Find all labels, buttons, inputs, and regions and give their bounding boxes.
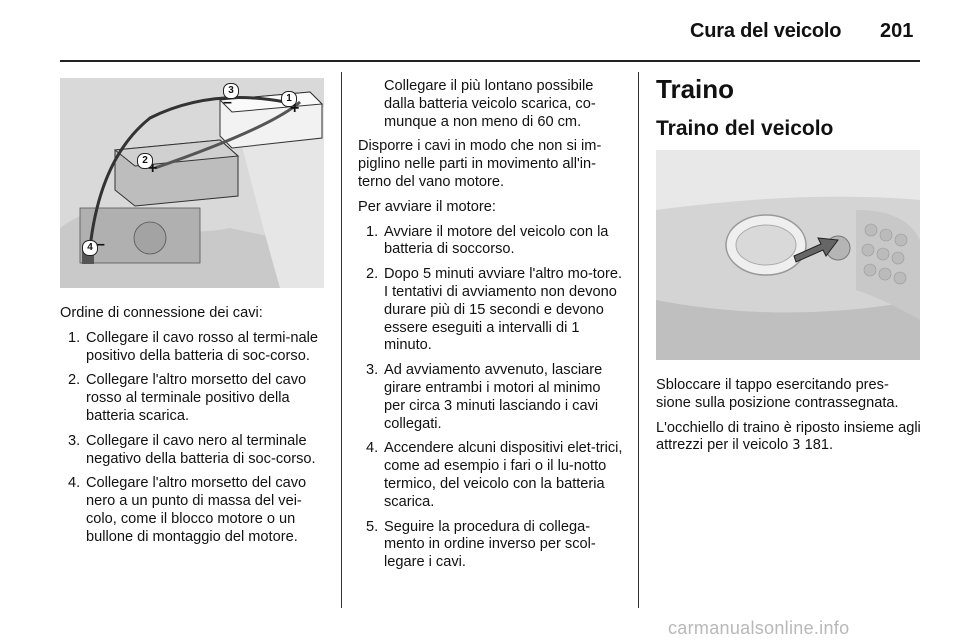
column-divider-left — [341, 72, 342, 608]
towing-eye-storage-text: L'occhiello di traino è riposto insieme agli attrezzi per il veicolo 3 181. — [656, 419, 921, 454]
list-item: 5. Seguire la procedura di collega-mento in ordine inverso per scol-legare i cavi. — [366, 518, 596, 571]
column-3 — [656, 74, 922, 142]
battery-jumpstart-svg — [60, 78, 324, 288]
figure-label-3: 3 — [223, 83, 239, 99]
minus-sign: – — [96, 236, 105, 253]
list-item: 1. Avviare il motore del veicolo con la batteria di soccorso. — [366, 223, 609, 258]
battery-jumpstart-illustration — [60, 78, 324, 288]
list-item: 1. Collegare il cavo rosso al termi-nale positivo della batteria di soc-corso. — [68, 329, 318, 364]
continuation-text: Collegare il più lontano possibile dalla batteria veicolo scarica, co-munque a non meno di 60 cm. — [384, 78, 596, 130]
column-2 — [358, 78, 625, 579]
list-item: 4. Collegare l'altro morsetto del cavo nero a un punto di massa del vei-colo, come il blocco motore o un bullone di montaggio del motore. — [68, 475, 307, 545]
minus-sign: – — [223, 94, 232, 111]
running-header-title: Cura del veicolo — [690, 20, 842, 42]
section-heading: Traino — [656, 74, 735, 104]
figure-label-1: 1 — [281, 91, 297, 107]
page-number: 201 — [880, 20, 914, 42]
list-item: 3. Collegare il cavo nero al terminale negativo della batteria di soc-corso. — [68, 432, 316, 467]
column-divider-right — [638, 72, 639, 608]
watermark: carmanualsonline.info — [668, 618, 850, 638]
plus-sign: + — [148, 160, 158, 177]
connection-intro: Ordine di connessione dei cavi: — [60, 305, 263, 321]
connection-steps — [60, 330, 330, 547]
cable-routing-text: Disporre i cavi in modo che non si im-piglino nelle parti in movimento all'in-terno del vano motore. — [358, 138, 602, 190]
header-rule — [60, 60, 920, 62]
cross-reference-icon: 3 — [792, 438, 801, 454]
start-engine-intro: Per avviare il motore: — [358, 198, 496, 215]
column-1 — [60, 305, 330, 554]
list-item: 3. Ad avviamento avvenuto, lasciare girare entrambi i motori al minimo per circa 3 minuti lasciando i cavi collegati. — [366, 362, 603, 432]
column-3-body — [656, 377, 922, 462]
figure-label-4: 4 — [82, 240, 98, 256]
towing-eye-cover-illustration — [656, 150, 920, 360]
plus-sign: + — [290, 100, 300, 117]
page-reference-link[interactable]: 181. — [804, 437, 834, 454]
towing-eye-svg — [656, 150, 920, 360]
unlock-cap-text: Sbloccare il tappo esercitando pres-sione sulla posizione contrassegnata. — [656, 377, 899, 411]
subsection-heading: Traino del veicolo — [656, 117, 834, 140]
list-item: 4. Accendere alcuni dispositivi elet-trici, come ad esempio i fari o il lu-notto termico, del veicolo con la batteria scarica. — [366, 440, 623, 510]
list-item: 2. Collegare l'altro morsetto del cavo rosso al terminale positivo della batteria scarica. — [68, 372, 307, 424]
figure-label-2: 2 — [137, 153, 153, 169]
start-steps — [358, 224, 625, 572]
list-item: 2. Dopo 5 minuti avviare l'altro mo-tore. I tentativi di avviamento non devono durare più di 15 secondi e devono essere eseguiti a intervalli di 1 minuto. — [366, 266, 623, 354]
